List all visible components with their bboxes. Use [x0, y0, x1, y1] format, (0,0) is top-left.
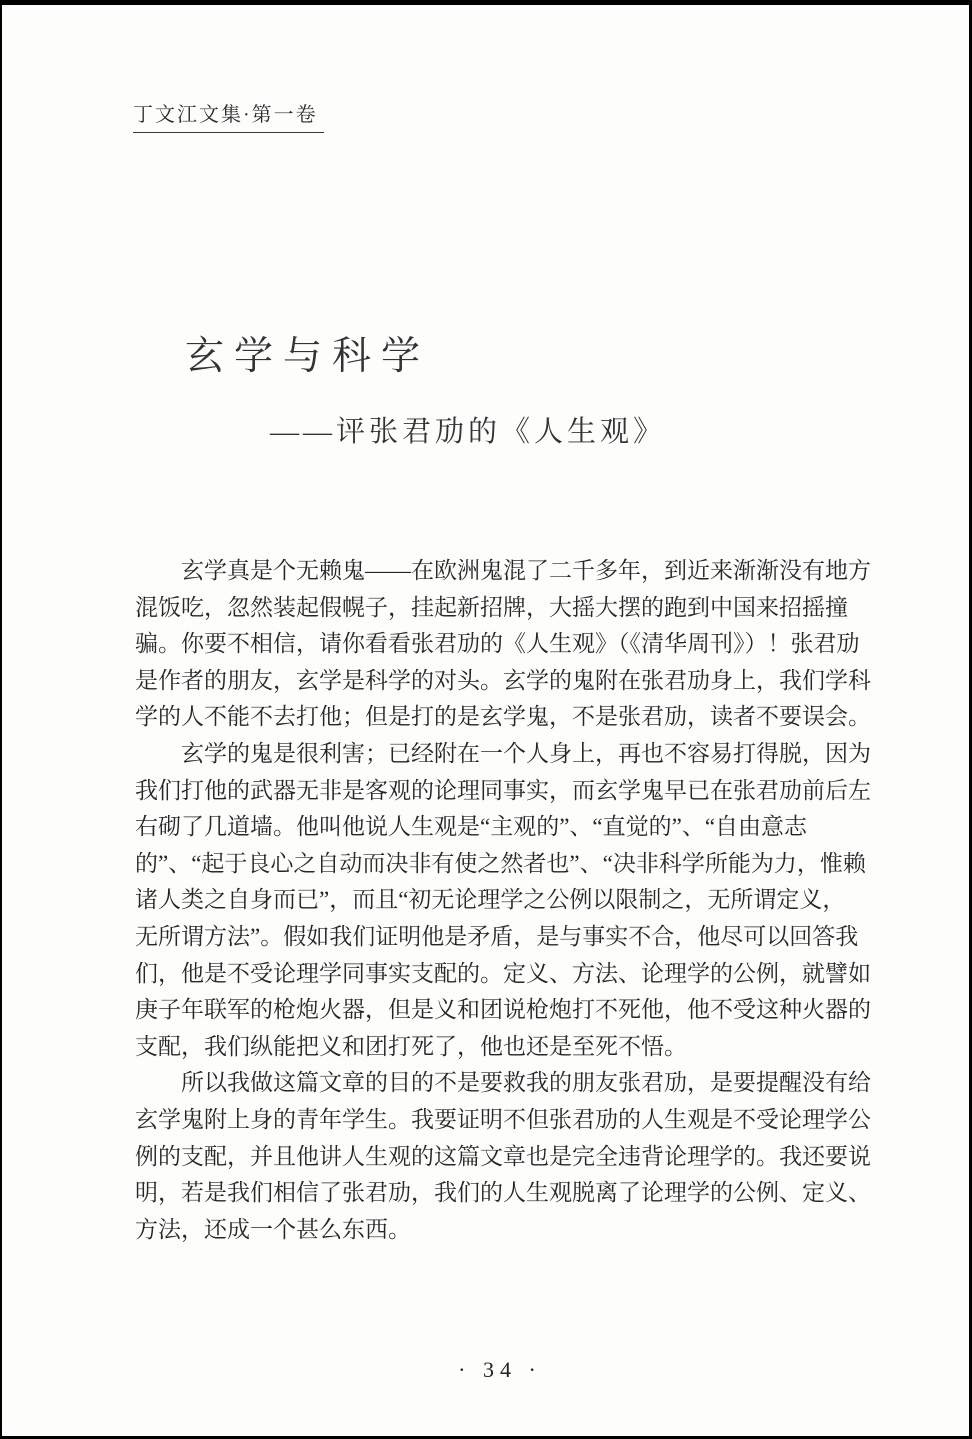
body-text: [135, 553, 871, 1248]
text-line: 玄学真是个无赖鬼——在欧洲鬼混了二千多年，到近来渐渐没有地方: [181, 558, 871, 583]
text-line: 玄学的鬼是很利害；已经附在一个人身上，再也不容易打得脱，因为: [181, 740, 871, 766]
text-line: 支配，我们纵能把义和团打死了，他也还是至死不悟。: [135, 1033, 687, 1059]
text-line: 无所谓方法”。假如我们证明他是矛盾，是与事实不合，他尽可以回答我: [135, 923, 859, 949]
text-line: 是作者的朋友，玄学是科学的对头。玄学的鬼附在张君劢身上，我们学科: [135, 667, 871, 693]
text-line: 玄学鬼附上身的青年学生。我要证明不但张君劢的人生观是不受论理学公: [135, 1106, 871, 1132]
page: [2, 5, 969, 1436]
running-header: 丁文江文集·第一卷: [133, 98, 324, 133]
text-line: 我们打他的武器无非是客观的论理同事实，而玄学鬼早已在张君劢前后左: [135, 777, 871, 803]
text-line: 明，若是我们相信了张君劢，我们的人生观脱离了论理学的公例、定义、: [135, 1180, 871, 1206]
page-number: · 34 ·: [458, 1357, 542, 1382]
text-line: 学的人不能不去打他；但是打的是玄学鬼，不是张君劢，读者不要误会。: [135, 704, 871, 730]
paragraph: [135, 1065, 871, 1248]
text-line: 的”、“起于良心之自动而决非有使之然者也”、“决非科学所能为力，惟赖: [135, 850, 866, 876]
article-title: 玄学与科学: [185, 335, 431, 379]
text-line: 右砌了几道墙。他叫他说人生观是“主观的”、“直觉的”、“自由意志: [135, 814, 808, 840]
text-line: 所以我做这篇文章的目的不是要救我的朋友张君劢，是要提醒没有给: [181, 1070, 871, 1096]
text-line: 诸人类之自身而已”，而且“初无论理学之公例以限制之，无所谓定义，: [135, 887, 846, 913]
text-line: 混饭吃，忽然装起假幌子，挂起新招牌，大摇大摆的跑到中国来招摇撞: [135, 594, 848, 620]
paragraph: [135, 736, 871, 1065]
paragraph: [135, 553, 871, 736]
text-line: 骗。你要不相信，请你看看张君劢的《人生观》（《清华周刊》）！张君劢: [135, 631, 860, 657]
text-line: 方法，还成一个甚么东西。: [135, 1216, 411, 1242]
text-line: 们，他是不受论理学同事实支配的。定义、方法、论理学的公例，就譬如: [135, 960, 871, 986]
article-subtitle: ——评张君劢的《人生观》: [270, 416, 667, 449]
text-line: 例的支配，并且他讲人生观的这篇文章也是完全违背论理学的。我还要说: [135, 1143, 871, 1169]
text-line: 庚子年联军的枪炮火器，但是义和团说枪炮打不死他，他不受这种火器的: [135, 997, 871, 1023]
